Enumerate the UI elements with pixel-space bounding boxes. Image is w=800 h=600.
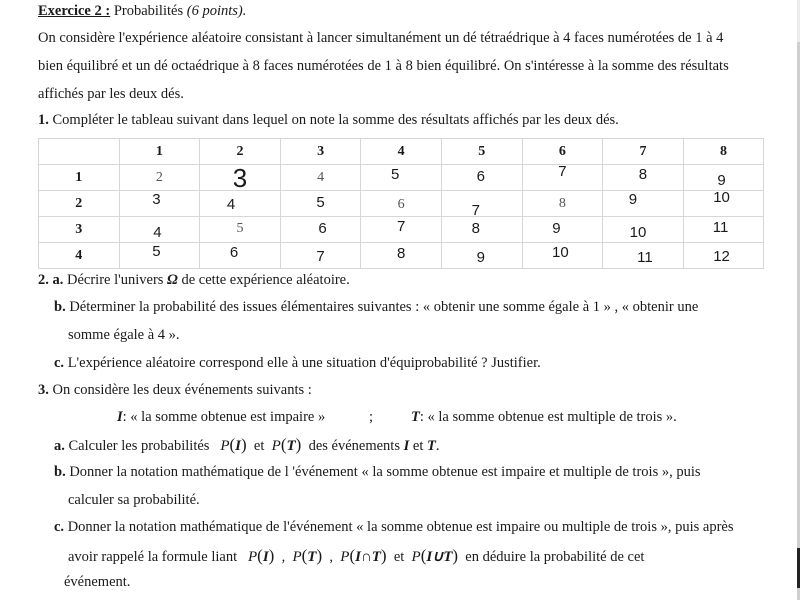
exercise-label: Exercice 2 : — [38, 3, 111, 19]
cell-value: 11 — [637, 249, 653, 266]
math-P: P — [292, 549, 302, 565]
cell-value: 6 — [318, 220, 327, 237]
question-3-number: 3. — [38, 382, 49, 398]
col-header: 1 — [119, 139, 200, 165]
question-1 — [38, 112, 619, 129]
event-I-text: : « la somme obtenue est impaire » — [122, 409, 326, 425]
formula-P-I — [220, 435, 247, 454]
intro-line-1: On considère l'expérience aléatoire consistant à lancer simultanément un dé tétraédrique à 4 faces numérotées de 1 à 4 — [38, 30, 724, 46]
cell-value: 3 — [152, 191, 161, 208]
table-cell[interactable] — [683, 165, 764, 191]
question-3a — [54, 435, 439, 455]
table-cell[interactable] — [441, 243, 522, 269]
col-header: 8 — [683, 139, 764, 165]
question-2c-text: L'expérience aléatoire correspond elle à une situation d'équiprobabilité ? Justifier. — [67, 355, 541, 371]
cell-value: 7 — [558, 163, 567, 180]
cell-value: 3 — [232, 163, 248, 193]
math-open-paren: ( — [229, 435, 236, 454]
cell-value: 2 — [155, 170, 163, 185]
question-2c-label: c. — [54, 355, 65, 371]
intro-line-2: bien équilibré et un dé octaédrique à 8 faces numérotées de 1 à 8 bien équilibré. On s'intéresse à la somme des résultats — [38, 58, 729, 74]
math-I: I — [262, 549, 269, 565]
cell-value: 9 — [717, 172, 726, 189]
table-cell[interactable] — [683, 217, 764, 243]
table-cell[interactable] — [522, 165, 603, 191]
table-cell[interactable] — [280, 243, 361, 269]
question-3a-text-1: Calculer les probabilités — [68, 438, 210, 454]
table-cell[interactable] — [522, 217, 603, 243]
question-3a-text-2: des événements — [308, 438, 400, 454]
col-header: 6 — [522, 139, 603, 165]
math-close-paren: ) — [268, 546, 275, 565]
event-I-letter: I — [117, 409, 123, 425]
math-close-paren: ) — [452, 546, 459, 565]
table-cell[interactable] — [200, 243, 281, 269]
math-close-paren: ) — [316, 546, 323, 565]
table-row — [39, 217, 764, 243]
cell-value: 5 — [316, 194, 325, 211]
table-cell[interactable] — [522, 243, 603, 269]
exercise-points: (6 points). — [186, 3, 247, 19]
cell-value: 9 — [628, 191, 638, 208]
question-3c-line-3: événement. — [64, 574, 131, 590]
question-3b-line-2: calculer sa probabilité. — [68, 492, 200, 508]
comma: , — [281, 549, 286, 565]
formula-P-T — [271, 435, 302, 454]
cell-value: 4 — [153, 224, 162, 241]
table-header-row — [39, 139, 764, 165]
question-3-intro: On considère les deux événements suivants : — [52, 382, 312, 398]
cell-value: 6 — [229, 244, 239, 261]
question-2a-text-1: Décrire l'univers — [67, 272, 164, 288]
cell-value: 12 — [713, 248, 730, 265]
question-3a-et-2: et — [412, 438, 424, 454]
math-close-paren: ) — [380, 546, 387, 565]
table-corner — [39, 139, 120, 165]
cell-value: 10 — [629, 224, 647, 241]
col-header: 2 — [200, 139, 281, 165]
question-1-text: Compléter le tableau suivant dans lequel on note la somme des résultats affichés par les deux dés. — [52, 112, 619, 128]
math-open-paren: ( — [257, 546, 263, 565]
table-cell[interactable] — [200, 191, 281, 217]
cell-value: 8 — [471, 220, 480, 237]
cell-value: 5 — [236, 221, 244, 236]
question-2c — [54, 355, 541, 372]
math-P: P — [411, 549, 421, 565]
table-cell[interactable] — [119, 165, 200, 191]
question-3c-line-2 — [68, 546, 644, 566]
sum-table — [38, 138, 764, 269]
exercise-title — [38, 3, 246, 20]
cell-value: 7 — [397, 218, 406, 235]
intro-line-3: affichés par les deux dés. — [38, 86, 184, 102]
exercise-subject: Probabilités — [113, 3, 184, 19]
cell-value: 4 — [226, 196, 236, 213]
table-cell[interactable] — [603, 217, 684, 243]
math-open-paren: ( — [301, 546, 308, 565]
math-T: T — [307, 549, 317, 565]
question-3a-et: et — [253, 438, 265, 454]
question-3c-text-a: avoir rappelé la formule liant — [68, 549, 238, 565]
table-cell[interactable] — [603, 165, 684, 191]
math-I-cup-T: I∪T — [426, 549, 453, 565]
question-2a-text-2: de cette expérience aléatoire. — [181, 272, 350, 288]
event-separator: ; — [369, 409, 374, 425]
cell-value: 6 — [476, 168, 485, 185]
cell-value: 7 — [471, 202, 480, 219]
question-3c — [54, 519, 734, 536]
math-open-paren: ( — [280, 435, 287, 454]
math-P: P — [271, 438, 281, 454]
table-cell[interactable] — [441, 191, 522, 217]
formula-P-I-cap-T — [340, 546, 387, 565]
math-P: P — [340, 549, 350, 565]
question-1-number: 1. — [38, 112, 49, 128]
question-3a-I: I — [403, 438, 410, 454]
cell-value: 8 — [397, 245, 406, 262]
math-I-cap-T: I∩T — [355, 549, 381, 565]
table-cell[interactable] — [200, 165, 281, 191]
cell-value: 5 — [152, 243, 161, 260]
cell-value: 7 — [316, 248, 325, 265]
cell-value: 6 — [397, 197, 405, 212]
table-row — [39, 165, 764, 191]
formula-P-I — [247, 546, 275, 565]
question-2a-label: a. — [52, 272, 64, 288]
cell-value: 4 — [317, 170, 325, 185]
question-3 — [38, 382, 312, 399]
question-2-number: 2. — [38, 272, 49, 288]
question-3b-label: b. — [54, 464, 66, 480]
table-cell[interactable] — [361, 243, 442, 269]
table-cell[interactable] — [603, 243, 684, 269]
table-cell[interactable] — [683, 243, 764, 269]
math-I: I — [235, 438, 241, 454]
row-header: 2 — [39, 191, 120, 217]
formula-P-I-cup-T — [411, 546, 459, 565]
cell-value: 11 — [712, 219, 729, 236]
math-close-paren: ) — [241, 435, 247, 454]
table-row — [39, 191, 764, 217]
col-header: 7 — [603, 139, 684, 165]
math-open-paren: ( — [420, 546, 427, 565]
question-3a-label: a. — [54, 438, 65, 454]
event-T — [411, 409, 677, 426]
col-header: 3 — [280, 139, 361, 165]
cell-value: 10 — [713, 189, 730, 206]
omega-symbol: Ω — [167, 272, 178, 288]
math-P: P — [247, 549, 258, 565]
math-P: P — [220, 438, 230, 454]
table-cell[interactable] — [280, 191, 361, 217]
table-cell[interactable] — [200, 217, 281, 243]
row-header: 4 — [39, 243, 120, 269]
col-header: 5 — [441, 139, 522, 165]
math-close-paren: ) — [295, 435, 302, 454]
table-cell[interactable] — [441, 165, 522, 191]
table-cell[interactable] — [280, 217, 361, 243]
comma: , — [329, 549, 334, 565]
question-3c-text-b: en déduire la probabilité de cet — [465, 549, 645, 565]
question-3b-line-1: Donner la notation mathématique de l 'événement « la somme obtenue est impaire et multiple de trois », puis — [69, 464, 701, 480]
cell-value: 8 — [558, 196, 566, 211]
question-3a-T: T — [426, 438, 436, 454]
question-3b — [54, 464, 701, 481]
question-2b — [54, 299, 698, 316]
question-2a — [38, 272, 350, 289]
math-T: T — [286, 438, 296, 454]
cell-value: 5 — [391, 166, 400, 183]
question-3a-dot: . — [435, 438, 440, 454]
event-I — [117, 409, 325, 426]
question-2b-line-2: somme égale à 4 ». — [68, 327, 180, 343]
formula-P-T — [292, 546, 323, 565]
question-2b-label: b. — [54, 299, 66, 315]
cell-value: 8 — [638, 166, 648, 183]
table-row — [39, 243, 764, 269]
question-3c-et: et — [393, 549, 405, 565]
row-header: 1 — [39, 165, 120, 191]
question-3c-line-1: Donner la notation mathématique de l'événement « la somme obtenue est impaire ou multiple de trois », puis après — [67, 519, 734, 535]
col-header: 4 — [361, 139, 442, 165]
table-cell[interactable] — [361, 165, 442, 191]
cell-value: 9 — [552, 220, 561, 237]
event-T-text: : « la somme obtenue est multiple de trois ». — [419, 409, 677, 425]
table-cell[interactable] — [603, 191, 684, 217]
math-open-paren: ( — [349, 546, 356, 565]
cell-value: 9 — [476, 249, 485, 266]
table-cell[interactable] — [683, 191, 764, 217]
row-header: 3 — [39, 217, 120, 243]
question-3c-label: c. — [54, 519, 65, 535]
question-2b-line-1: Déterminer la probabilité des issues élémentaires suivantes : « obtenir une somme égale à 1 » , « obtenir une — [69, 299, 699, 315]
cell-value: 10 — [552, 244, 569, 261]
table-cell[interactable] — [119, 217, 200, 243]
event-T-letter: T — [411, 409, 420, 425]
